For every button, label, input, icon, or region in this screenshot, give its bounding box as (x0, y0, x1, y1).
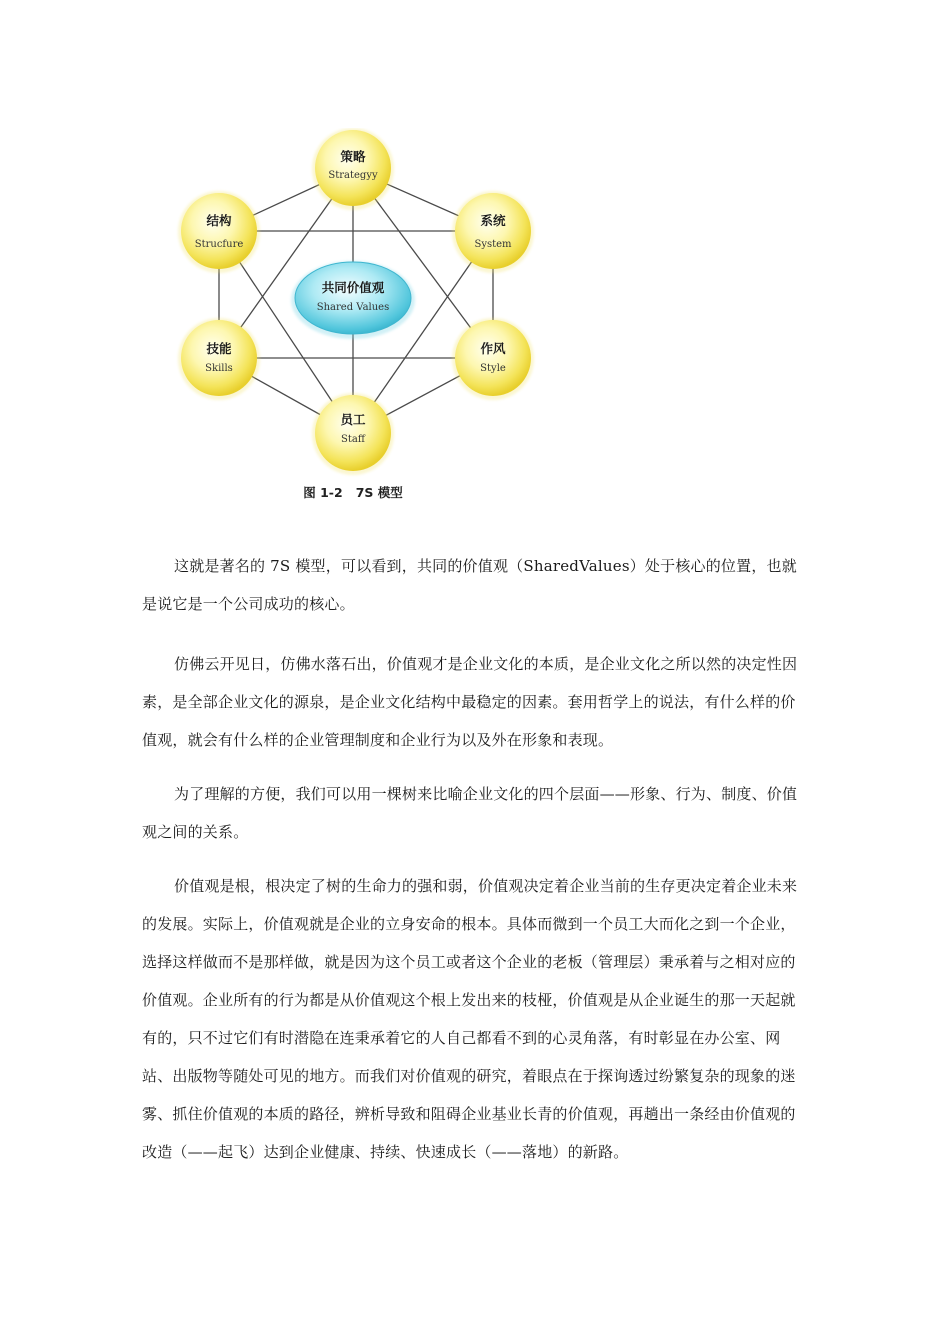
skills-node (178, 318, 260, 400)
shared-values-en: Shared Values (316, 302, 390, 313)
style-node (452, 318, 534, 400)
paragraph-2: 仿佛云开见日，仿佛水落石出，价值观才是企业文化的本质，是企业文化之所以然的决定性因素，是全部企业文化的源泉，是企业文化结构中最稳定的因素。套用哲学上的说法，有什么样的价值观，就会有什么样的企业管理制度和企业行为以及外在形象和表现。 (142, 655, 798, 749)
structure-cn: 结构 (206, 213, 232, 228)
style-en: Style (480, 363, 506, 374)
shared-values-node (291, 261, 415, 339)
7s-model-figure (171, 128, 539, 506)
style-cn: 作风 (480, 341, 506, 356)
figure-caption: 图 1-2 7S 模型 (303, 485, 403, 500)
staff-en: Staff (341, 434, 365, 445)
skills-en: Skills (205, 363, 233, 374)
system-cn: 系统 (480, 213, 506, 228)
structure-node (178, 191, 260, 273)
staff-cn: 员工 (340, 412, 366, 427)
strategy-node (312, 128, 394, 210)
paragraph-4: 价值观是根，根决定了树的生命力的强和弱，价值观决定着企业当前的生存更决定着企业未来的发展。实际上，价值观就是企业的立身安命的根本。具体而微到一个员工大而化之到一个企业，选择这样做而不是那样做，就是因为这个员工或者这个企业的老板（管理层）秉承着与之相对应的价值观。企业所有的行为都是从价值观这个根上发出来的枝桠，价值观是从企业诞生的那一天起就有的，只不过它们有时潜隐在连秉承着它的人自己都看不到的心灵角落，有时彰显在办公室、网站、出版物等随处可见的地方。而我们对价值观的研究，着眼点在于探询透过纷繁复杂的现象的迷雾、抓住价值观的本质的路径，辨析导致和阻碍企业基业长青的价值观，再趟出一条经由价值观的改造（——起飞）达到企业健康、持续、快速成长（——落地）的新路。 (142, 877, 798, 1161)
skills-cn: 技能 (206, 341, 232, 356)
strategy-en: Strategyy (328, 170, 378, 181)
staff-node (312, 393, 394, 475)
system-node (452, 191, 534, 273)
paragraph-1: 这就是著名的 7S 模型，可以看到，共同的价值观（SharedValues）处于核心的位置，也就是说它是一个公司成功的核心。 (142, 557, 797, 613)
strategy-cn: 策略 (340, 149, 366, 164)
system-en: System (474, 239, 512, 250)
shared-values-cn: 共同价值观 (321, 280, 385, 295)
paragraph-3: 为了理解的方便，我们可以用一棵树来比喻企业文化的四个层面——形象、行为、制度、价值观之间的关系。 (142, 785, 798, 841)
structure-en: Strucfure (194, 239, 244, 250)
